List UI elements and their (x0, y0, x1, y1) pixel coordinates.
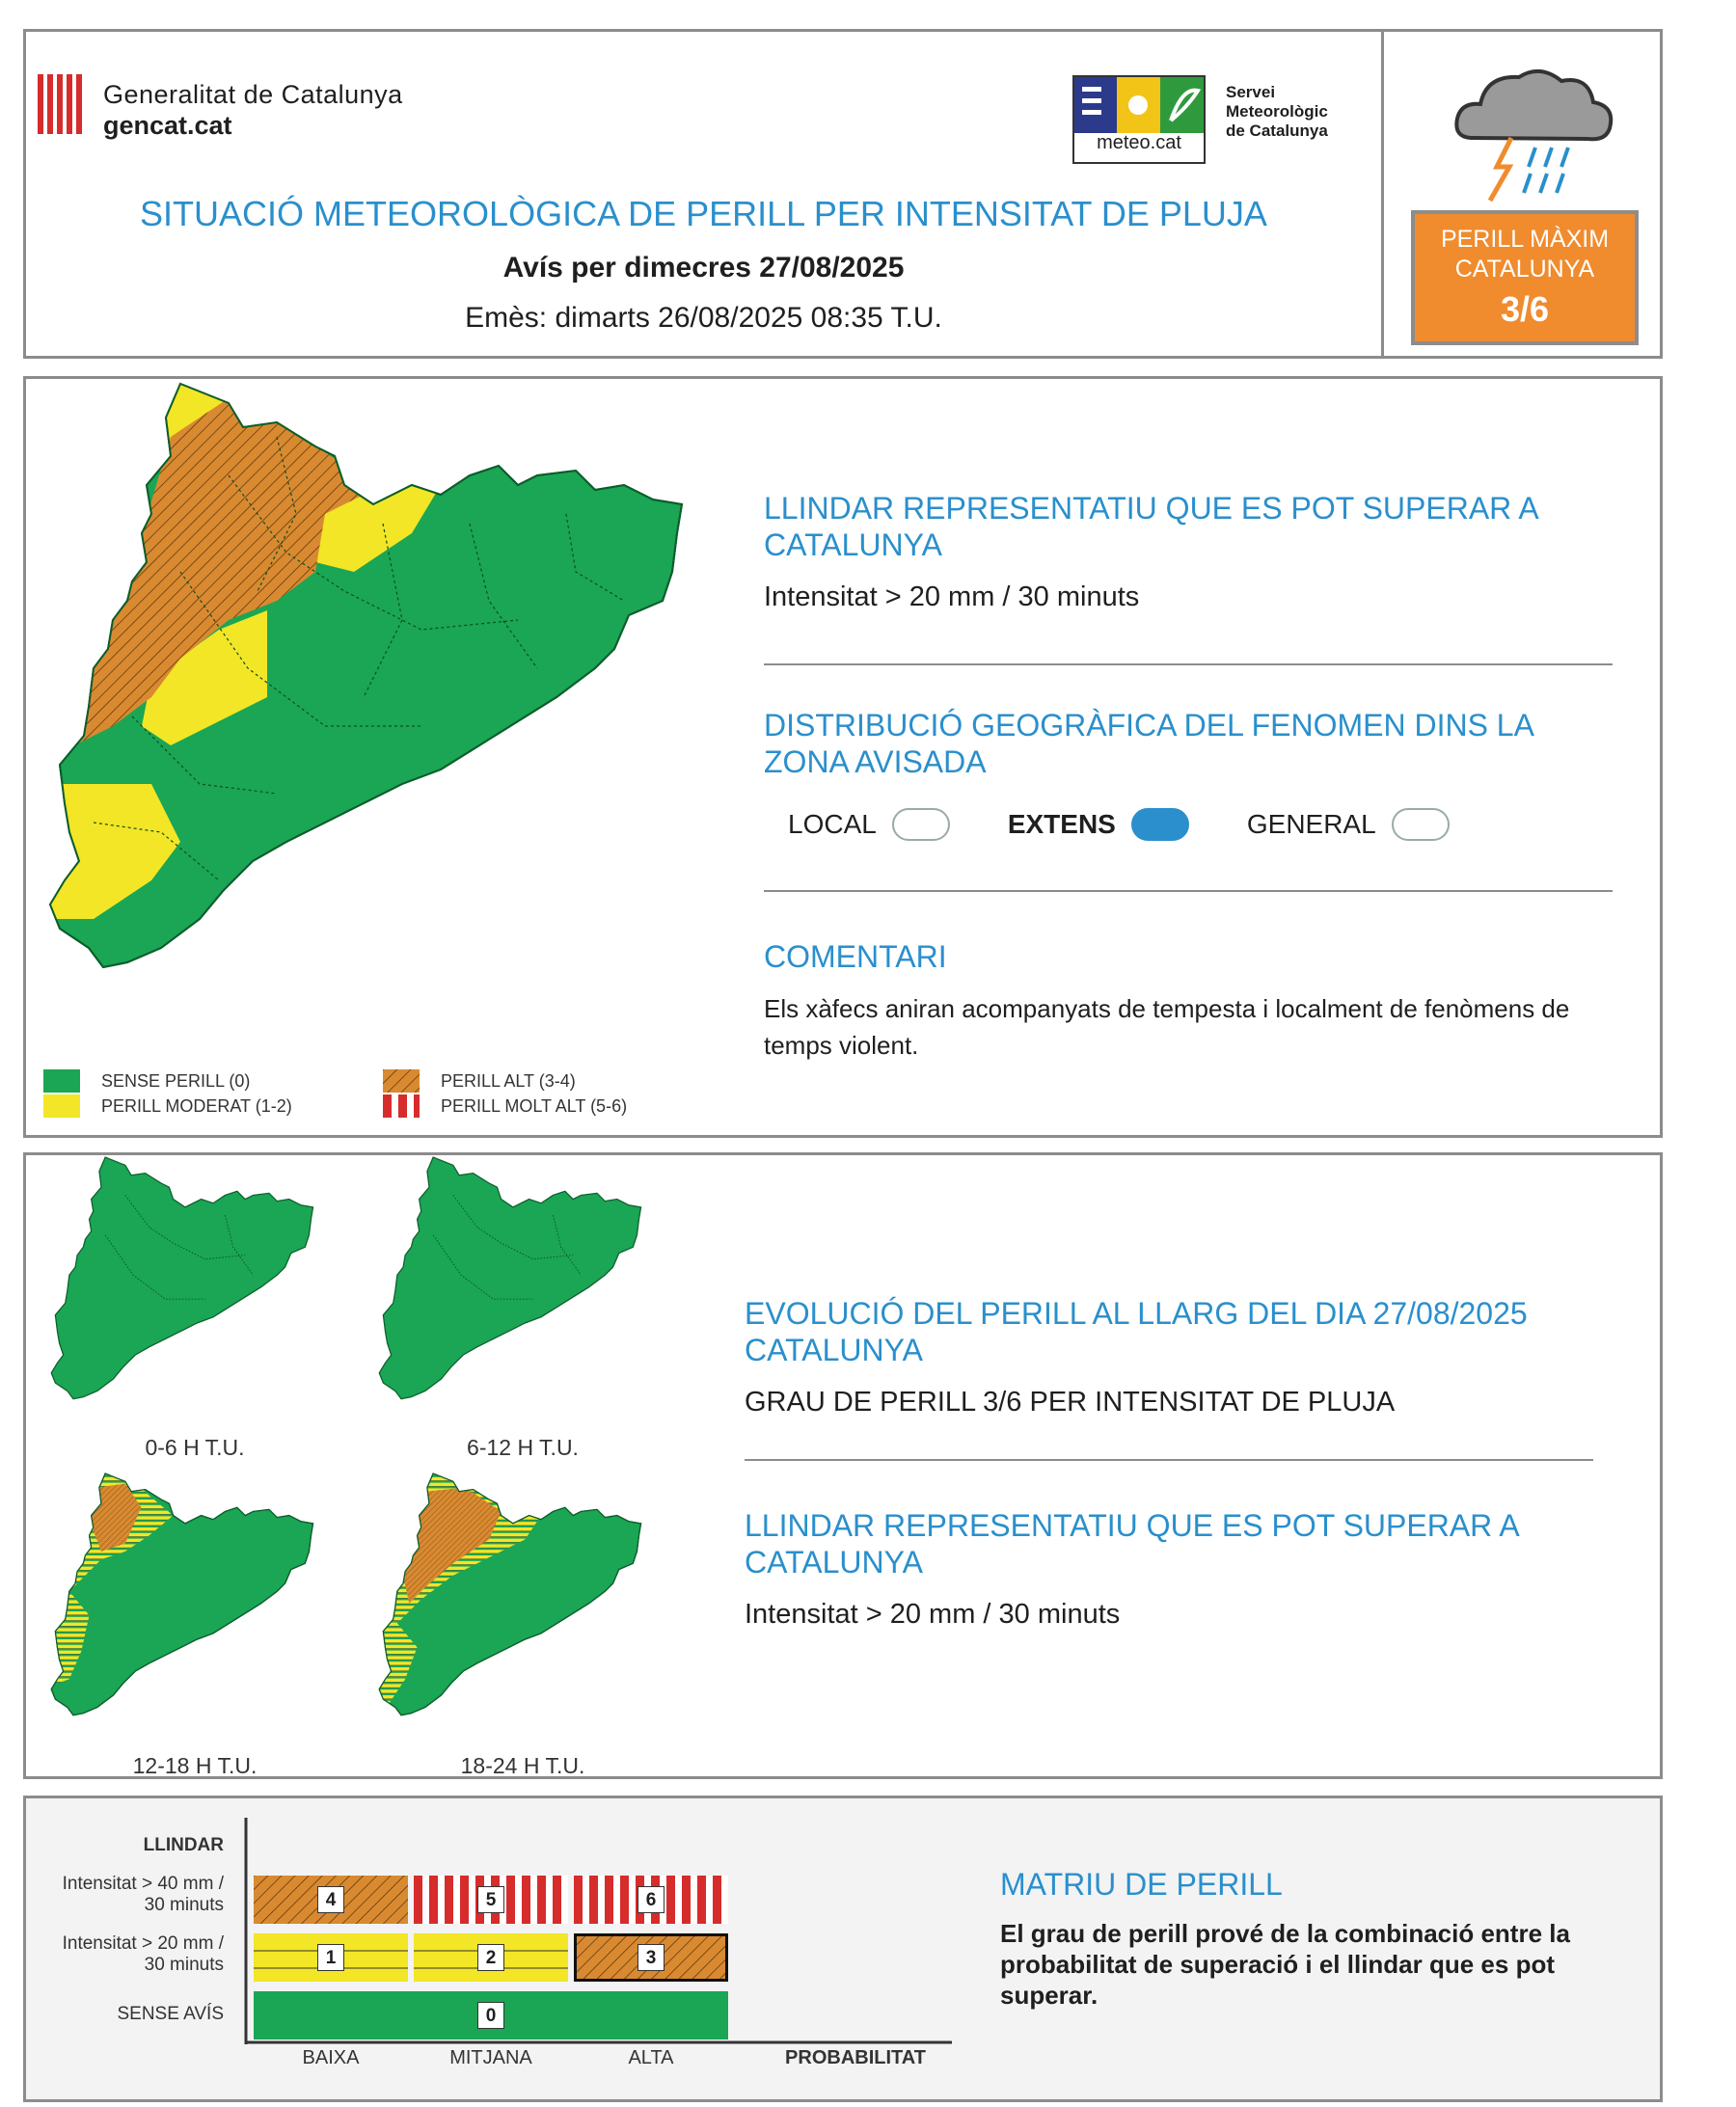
slot-label-0-6: 0-6 H T.U. (145, 1435, 245, 1460)
max-danger-badge (1411, 210, 1639, 345)
evolution-panel (23, 1152, 1663, 1779)
section-divider (764, 890, 1613, 892)
matrix-value-3: 3 (637, 1944, 665, 1971)
matrix-value-6: 6 (637, 1886, 665, 1913)
legend-label: PERILL ALT (3-4) (441, 1070, 576, 1091)
legend-swatch-orange-hatch (383, 1069, 420, 1093)
map-slot-0-6 (41, 1155, 330, 1435)
matrix-row-mid-label: Intensitat > 20 mm / 30 minuts (62, 1933, 224, 1975)
legend-item-perill-molt-alt (383, 1094, 627, 1119)
gencat-name: Generalitat de Catalunya (103, 80, 403, 109)
evolution-threshold-title: LLINDAR REPRESENTATIU QUE ES POT SUPERAR A CATALUNYA (745, 1508, 1518, 1580)
max-badge-line-1: PERILL MÀXIM (1440, 226, 1610, 253)
legend-swatch-yellow (43, 1094, 80, 1118)
main-map-panel (23, 376, 1663, 1138)
matrix-value-5: 5 (477, 1886, 504, 1913)
threshold-title: LLINDAR REPRESENTATIU QUE ES POT SUPERAR A CATALUNYA (764, 491, 1537, 562)
meteo-logo-icon (1074, 77, 1204, 133)
matrix-text: El grau de perill prové de la combinació entre la probabilitat de superació i el llindar que es pot superar. (1000, 1919, 1570, 2010)
legend-swatch-green (43, 1069, 80, 1093)
matrix-col-alta: ALTA (628, 2047, 674, 2068)
evolution-grade: GRAU DE PERILL 3/6 PER INTENSITAT DE PLUJA (745, 1387, 1396, 1418)
legend-label: PERILL MOLT ALT (5-6) (441, 1095, 628, 1116)
option-local-label: LOCAL (788, 809, 877, 839)
smc-name (1226, 83, 1380, 141)
header-divider (1381, 32, 1384, 356)
matrix-value-4: 4 (317, 1886, 344, 1913)
evolution-threshold-value: Intensitat > 20 mm / 30 minuts (745, 1599, 1121, 1630)
section-divider (745, 1459, 1593, 1461)
distribution-title: DISTRIBUCIÓ GEOGRÀFICA DEL FENOMEN DINS LA ZONA AVISADA (764, 708, 1533, 779)
evolution-section (745, 1295, 1593, 1420)
option-extens-toggle[interactable] (1131, 808, 1189, 841)
max-badge-line-2: CATALUNYA (1454, 256, 1595, 283)
option-local-toggle[interactable] (892, 808, 950, 841)
slot-label-6-12: 6-12 H T.U. (467, 1435, 579, 1460)
storm-rain-icon (1444, 46, 1637, 210)
legend-item-perill-alt (383, 1068, 627, 1094)
section-divider (764, 663, 1613, 665)
map-slot-18-24 (368, 1472, 658, 1751)
evolution-title: EVOLUCIÓ DEL PERILL AL LLARG DEL DIA 27/08/2025 CATALUNYA (745, 1296, 1528, 1367)
map-slot-12-18 (41, 1472, 330, 1751)
option-extens-label: EXTENS (1007, 809, 1116, 839)
comment-title: COMENTARI (764, 939, 947, 974)
distribution-section (764, 707, 1613, 780)
legend-label: PERILL MODERAT (1-2) (101, 1095, 292, 1116)
matrix-col-mitjana: MITJANA (449, 2047, 532, 2068)
legend-item-sense-perill (43, 1068, 292, 1094)
forecast-date: Avís per dimecres 27/08/2025 (502, 252, 905, 284)
gencat-url: gencat.cat (103, 111, 232, 140)
option-general-toggle[interactable] (1392, 808, 1450, 841)
option-general-label: GENERAL (1246, 809, 1376, 839)
matrix-row-none-label: SENSE AVÍS (117, 2004, 224, 2024)
matrix-llindar-label: LLINDAR (143, 1835, 224, 1855)
smc-line-3: de Catalunya (1226, 122, 1328, 140)
matrix-probabilitat-label: PROBABILITAT (785, 2047, 926, 2068)
comment-section (764, 938, 1613, 1064)
matrix-panel (23, 1796, 1663, 2102)
legend-label: SENSE PERILL (0) (101, 1070, 251, 1091)
legend-left (43, 1068, 292, 1119)
evolution-threshold-section (745, 1507, 1593, 1633)
page-title: SITUACIÓ METEOROLÒGICA DE PERILL PER INTENSITAT DE PLUJA (140, 194, 1267, 233)
gencat-logo-icon (36, 72, 88, 136)
matrix-value-2: 2 (477, 1944, 504, 1971)
slot-label-12-18: 12-18 H T.U. (132, 1753, 258, 1778)
matrix-value-1: 1 (317, 1944, 344, 1971)
threshold-value: Intensitat > 20 mm / 30 minuts (764, 581, 1140, 612)
map-slot-6-12 (368, 1155, 658, 1435)
max-badge-level: 3/6 (1500, 289, 1550, 329)
smc-line-2: Meteorològic (1226, 102, 1328, 121)
legend-right (383, 1068, 627, 1119)
meteo-url: meteo.cat (1097, 132, 1181, 153)
issued-date: Emès: dimarts 26/08/2025 08:35 T.U. (465, 302, 942, 334)
matrix-value-0: 0 (477, 2002, 504, 2029)
slot-label-18-24: 18-24 H T.U. (460, 1753, 585, 1778)
comment-text: Els xàfecs aniran acompanyats de tempesta i localment de fenòmens de temps violent. (764, 994, 1570, 1060)
matrix-title: MATRIU DE PERILL (1000, 1867, 1283, 1902)
legend-item-perill-moderat (43, 1094, 292, 1119)
catalonia-danger-map (36, 379, 711, 1054)
legend-swatch-red-stripes (383, 1094, 420, 1118)
threshold-section (764, 490, 1613, 615)
matrix-info (1000, 1866, 1579, 2011)
header-panel (23, 29, 1663, 359)
distribution-options (788, 808, 1507, 841)
matrix-col-baixa: BAIXA (302, 2047, 360, 2068)
matrix-row-high-label: Intensitat > 40 mm / 30 minuts (62, 1874, 224, 1915)
smc-line-1: Servei (1226, 83, 1276, 101)
